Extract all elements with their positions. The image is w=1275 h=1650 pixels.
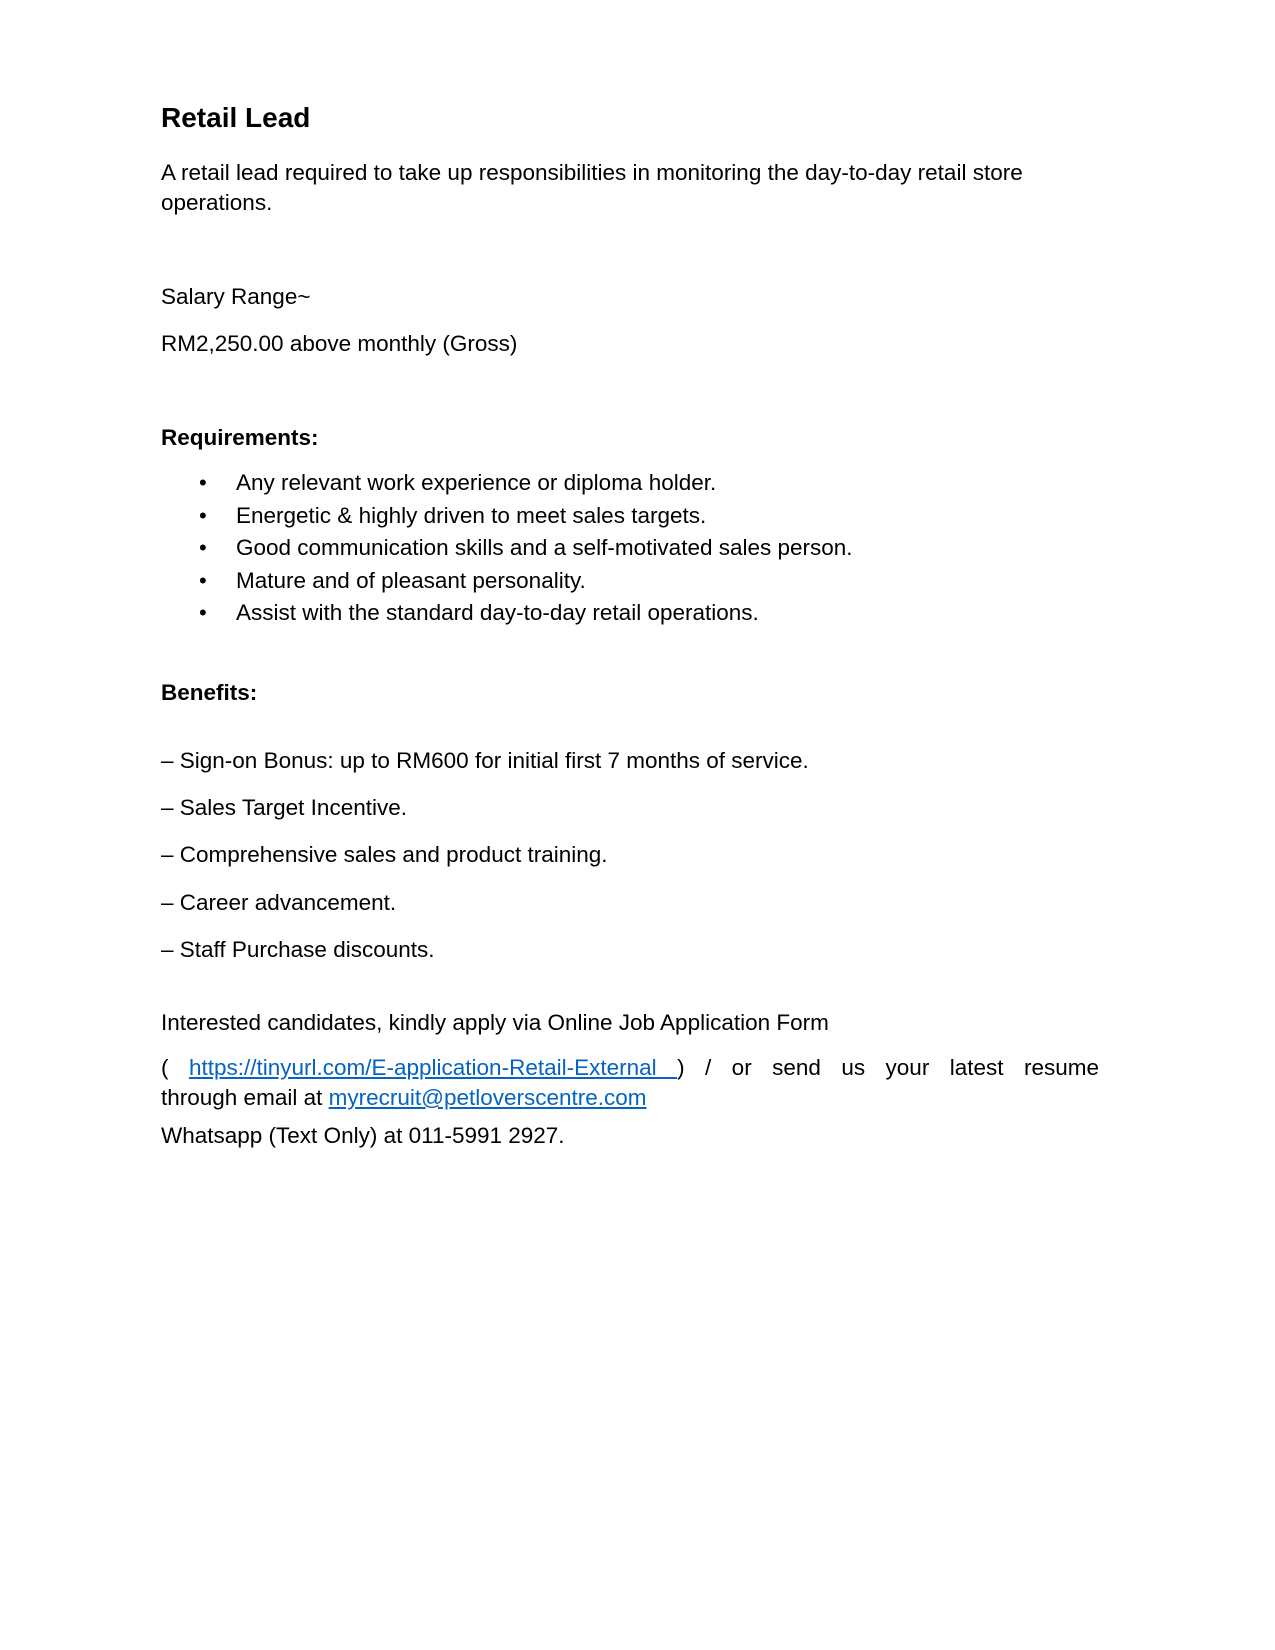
benefit-item: – Comprehensive sales and product training. (161, 841, 608, 867)
benefit-item: – Sign-on Bonus: up to RM600 for initial first 7 months of service. (161, 747, 809, 773)
bullet-icon: • (199, 567, 207, 593)
benefit-item: – Staff Purchase discounts. (161, 936, 435, 962)
benefit-item: – Career advancement. (161, 889, 397, 915)
requirement-item: • Energetic & highly driven to meet sales targets. (161, 501, 853, 534)
bullet-icon: • (199, 600, 207, 625)
apply-intro: Interested candidates, kindly apply via Online Job Application Form (161, 1010, 829, 1035)
email-prefix: through email at (161, 1085, 329, 1110)
bullet-icon: • (199, 535, 207, 560)
bullet-icon: • (199, 502, 207, 528)
requirement-item: • Good communication skills and a self-motivated sales person. (161, 533, 853, 566)
salary-label: Salary Range~ (161, 284, 311, 309)
whatsapp-contact: Whatsapp (Text Only) at 011-5991 2927. (161, 1123, 565, 1148)
requirements-heading: Requirements: (161, 425, 319, 450)
requirement-item: • Assist with the standard day-to-day retail operations. (161, 598, 853, 631)
requirement-item: • Any relevant work experience or diploma holder. (161, 468, 853, 501)
apply-link-line: ( https://tinyurl.com/E-application-Retail-External ) / or send us your latest resume (161, 1055, 1099, 1080)
benefit-item: – Sales Target Incentive. (161, 794, 407, 820)
requirements-list (161, 468, 853, 631)
apply-contact-block (161, 1053, 1099, 1113)
email-link[interactable]: myrecruit@petloverscentre.com (328, 1085, 647, 1110)
benefits-heading: Benefits: (161, 680, 258, 705)
salary-value: RM2,250.00 above monthly (Gross) (161, 331, 518, 356)
bullet-icon: • (199, 470, 207, 495)
application-form-link[interactable]: https://tinyurl.com/E-application-Retail-External (188, 1055, 678, 1080)
job-intro: A retail lead required to take up responsibilities in monitoring the day-to-day retail store operations. (161, 160, 1023, 215)
requirement-item: • Mature and of pleasant personality. (161, 566, 853, 599)
job-title: Retail Lead (161, 102, 311, 133)
